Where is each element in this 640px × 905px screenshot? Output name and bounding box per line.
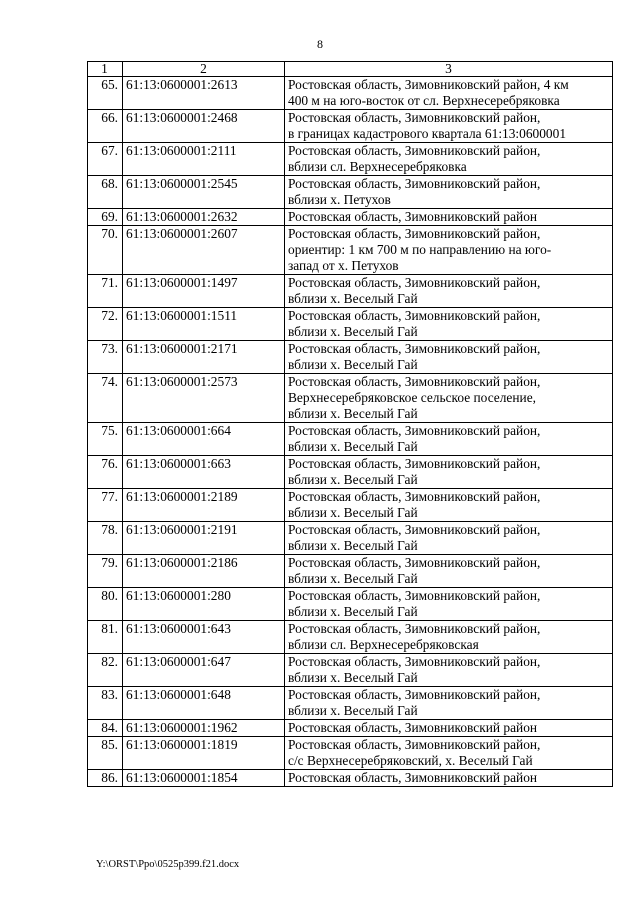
cadastral-number: 61:13:0600001:2189: [123, 489, 285, 522]
table-row: [88, 555, 613, 588]
row-number: 68.: [88, 176, 123, 209]
table-row: [88, 654, 613, 687]
row-number: 81.: [88, 621, 123, 654]
table-row: [88, 423, 613, 456]
cadastral-number: 61:13:0600001:2573: [123, 374, 285, 423]
cadastral-number: 61:13:0600001:643: [123, 621, 285, 654]
table-header-row: [88, 62, 613, 77]
table-row: [88, 308, 613, 341]
cadastral-number: 61:13:0600001:1819: [123, 737, 285, 770]
address-cell: [285, 687, 613, 720]
address-line: вблизи х. Веселый Гай: [288, 406, 418, 421]
table-row: [88, 226, 613, 275]
table-row: [88, 110, 613, 143]
address-cell: [285, 621, 613, 654]
header-col-number: 1: [88, 62, 123, 77]
table-row: [88, 374, 613, 423]
address-line: запад от х. Петухов: [288, 258, 399, 273]
row-number: 83.: [88, 687, 123, 720]
address-line: Ростовская область, Зимовниковский район,: [288, 456, 541, 471]
address-cell: [285, 341, 613, 374]
row-number: 79.: [88, 555, 123, 588]
table-row: [88, 720, 613, 737]
cadastral-number: 61:13:0600001:1511: [123, 308, 285, 341]
address-line: с/с Верхнесеребряковский, х. Веселый Гай: [288, 753, 533, 768]
address-line: Ростовская область, Зимовниковский район,: [288, 308, 541, 323]
row-number: 84.: [88, 720, 123, 737]
address-line: Ростовская область, Зимовниковский район,: [288, 522, 541, 537]
table-row: [88, 687, 613, 720]
land-plots-table: [87, 61, 613, 787]
address-line: вблизи х. Веселый Гай: [288, 472, 418, 487]
page-number: 8: [317, 37, 323, 51]
address-line: вблизи х. Веселый Гай: [288, 505, 418, 520]
address-cell: [285, 720, 613, 737]
row-number: 72.: [88, 308, 123, 341]
table-row: [88, 341, 613, 374]
cadastral-number: 61:13:0600001:280: [123, 588, 285, 621]
header-col-address: 3: [285, 62, 613, 77]
address-cell: [285, 226, 613, 275]
address-line: Ростовская область, Зимовниковский район,: [288, 588, 541, 603]
cadastral-number: 61:13:0600001:648: [123, 687, 285, 720]
cadastral-number: 61:13:0600001:663: [123, 456, 285, 489]
table-body: [88, 62, 613, 787]
row-number: 73.: [88, 341, 123, 374]
row-number: 78.: [88, 522, 123, 555]
header-col-cadastral: 2: [123, 62, 285, 77]
address-line: Ростовская область, Зимовниковский район: [288, 770, 538, 785]
address-cell: [285, 654, 613, 687]
address-cell: [285, 275, 613, 308]
cadastral-number: 61:13:0600001:664: [123, 423, 285, 456]
footer-file-path: Y:\ORST\Ppo\0525p399.f21.docx: [96, 859, 240, 870]
address-line: вблизи сл. Верхнесеребряковка: [288, 159, 467, 174]
cadastral-number: 61:13:0600001:647: [123, 654, 285, 687]
address-line: вблизи х. Веселый Гай: [288, 439, 418, 454]
address-cell: [285, 209, 613, 226]
address-cell: [285, 555, 613, 588]
address-cell: [285, 308, 613, 341]
address-line: вблизи х. Петухов: [288, 192, 391, 207]
cadastral-number: 61:13:0600001:1497: [123, 275, 285, 308]
address-line: Ростовская область, Зимовниковский район,: [288, 489, 541, 504]
address-line: вблизи х. Веселый Гай: [288, 291, 418, 306]
address-line: Ростовская область, Зимовниковский район,: [288, 110, 541, 125]
table-row: [88, 621, 613, 654]
table-row: [88, 770, 613, 787]
address-line: Ростовская область, Зимовниковский район,: [288, 341, 541, 356]
address-cell: [285, 143, 613, 176]
address-line: Ростовская область, Зимовниковский район, 4 км: [288, 77, 569, 92]
address-cell: [285, 374, 613, 423]
row-number: 70.: [88, 226, 123, 275]
address-line: вблизи х. Веселый Гай: [288, 324, 418, 339]
table-row: [88, 489, 613, 522]
row-number: 82.: [88, 654, 123, 687]
row-number: 75.: [88, 423, 123, 456]
cadastral-number: 61:13:0600001:2111: [123, 143, 285, 176]
address-cell: [285, 77, 613, 110]
table-row: [88, 522, 613, 555]
cadastral-number: 61:13:0600001:2468: [123, 110, 285, 143]
table-row: [88, 456, 613, 489]
address-line: вблизи х. Веселый Гай: [288, 357, 418, 372]
address-cell: [285, 588, 613, 621]
row-number: 66.: [88, 110, 123, 143]
cadastral-number: 61:13:0600001:2191: [123, 522, 285, 555]
address-cell: [285, 737, 613, 770]
address-line: Ростовская область, Зимовниковский район,: [288, 275, 541, 290]
address-line: в границах кадастрового квартала 61:13:0600001: [288, 126, 567, 141]
address-cell: [285, 489, 613, 522]
cadastral-number: 61:13:0600001:2607: [123, 226, 285, 275]
table-row: [88, 737, 613, 770]
row-number: 65.: [88, 77, 123, 110]
address-line: вблизи х. Веселый Гай: [288, 703, 418, 718]
row-number: 71.: [88, 275, 123, 308]
table-row: [88, 143, 613, 176]
table-row: [88, 77, 613, 110]
address-line: Ростовская область, Зимовниковский район: [288, 209, 538, 224]
address-line: ориентир: 1 км 700 м по направлению на юго-: [288, 242, 552, 257]
address-line: Ростовская область, Зимовниковский район,: [288, 423, 541, 438]
address-line: вблизи х. Веселый Гай: [288, 571, 418, 586]
address-cell: [285, 423, 613, 456]
table-row: [88, 209, 613, 226]
address-line: 400 м на юго-восток от сл. Верхнесеребряковка: [288, 93, 560, 108]
table-row: [88, 588, 613, 621]
row-number: 77.: [88, 489, 123, 522]
address-line: вблизи сл. Верхнесеребряковская: [288, 637, 479, 652]
address-cell: [285, 456, 613, 489]
cadastral-number: 61:13:0600001:2171: [123, 341, 285, 374]
address-line: вблизи х. Веселый Гай: [288, 670, 418, 685]
cadastral-number: 61:13:0600001:1854: [123, 770, 285, 787]
table-row: [88, 176, 613, 209]
address-line: Ростовская область, Зимовниковский район,: [288, 176, 541, 191]
address-line: Ростовская область, Зимовниковский район,: [288, 621, 541, 636]
row-number: 67.: [88, 143, 123, 176]
cadastral-number: 61:13:0600001:2545: [123, 176, 285, 209]
cadastral-number: 61:13:0600001:2186: [123, 555, 285, 588]
address-cell: [285, 110, 613, 143]
address-line: Верхнесеребряковское сельское поселение,: [288, 390, 537, 405]
row-number: 69.: [88, 209, 123, 226]
row-number: 86.: [88, 770, 123, 787]
address-cell: [285, 176, 613, 209]
address-line: вблизи х. Веселый Гай: [288, 604, 418, 619]
address-line: вблизи х. Веселый Гай: [288, 538, 418, 553]
address-line: Ростовская область, Зимовниковский район,: [288, 737, 541, 752]
address-line: Ростовская область, Зимовниковский район: [288, 720, 538, 735]
address-cell: [285, 522, 613, 555]
table-row: [88, 275, 613, 308]
address-line: Ростовская область, Зимовниковский район,: [288, 374, 541, 389]
address-cell: [285, 770, 613, 787]
address-line: Ростовская область, Зимовниковский район,: [288, 143, 541, 158]
address-line: Ростовская область, Зимовниковский район,: [288, 226, 541, 241]
cadastral-number: 61:13:0600001:1962: [123, 720, 285, 737]
address-line: Ростовская область, Зимовниковский район,: [288, 555, 541, 570]
row-number: 85.: [88, 737, 123, 770]
address-line: Ростовская область, Зимовниковский район,: [288, 654, 541, 669]
cadastral-number: 61:13:0600001:2613: [123, 77, 285, 110]
row-number: 76.: [88, 456, 123, 489]
address-line: Ростовская область, Зимовниковский район,: [288, 687, 541, 702]
row-number: 80.: [88, 588, 123, 621]
row-number: 74.: [88, 374, 123, 423]
cadastral-number: 61:13:0600001:2632: [123, 209, 285, 226]
